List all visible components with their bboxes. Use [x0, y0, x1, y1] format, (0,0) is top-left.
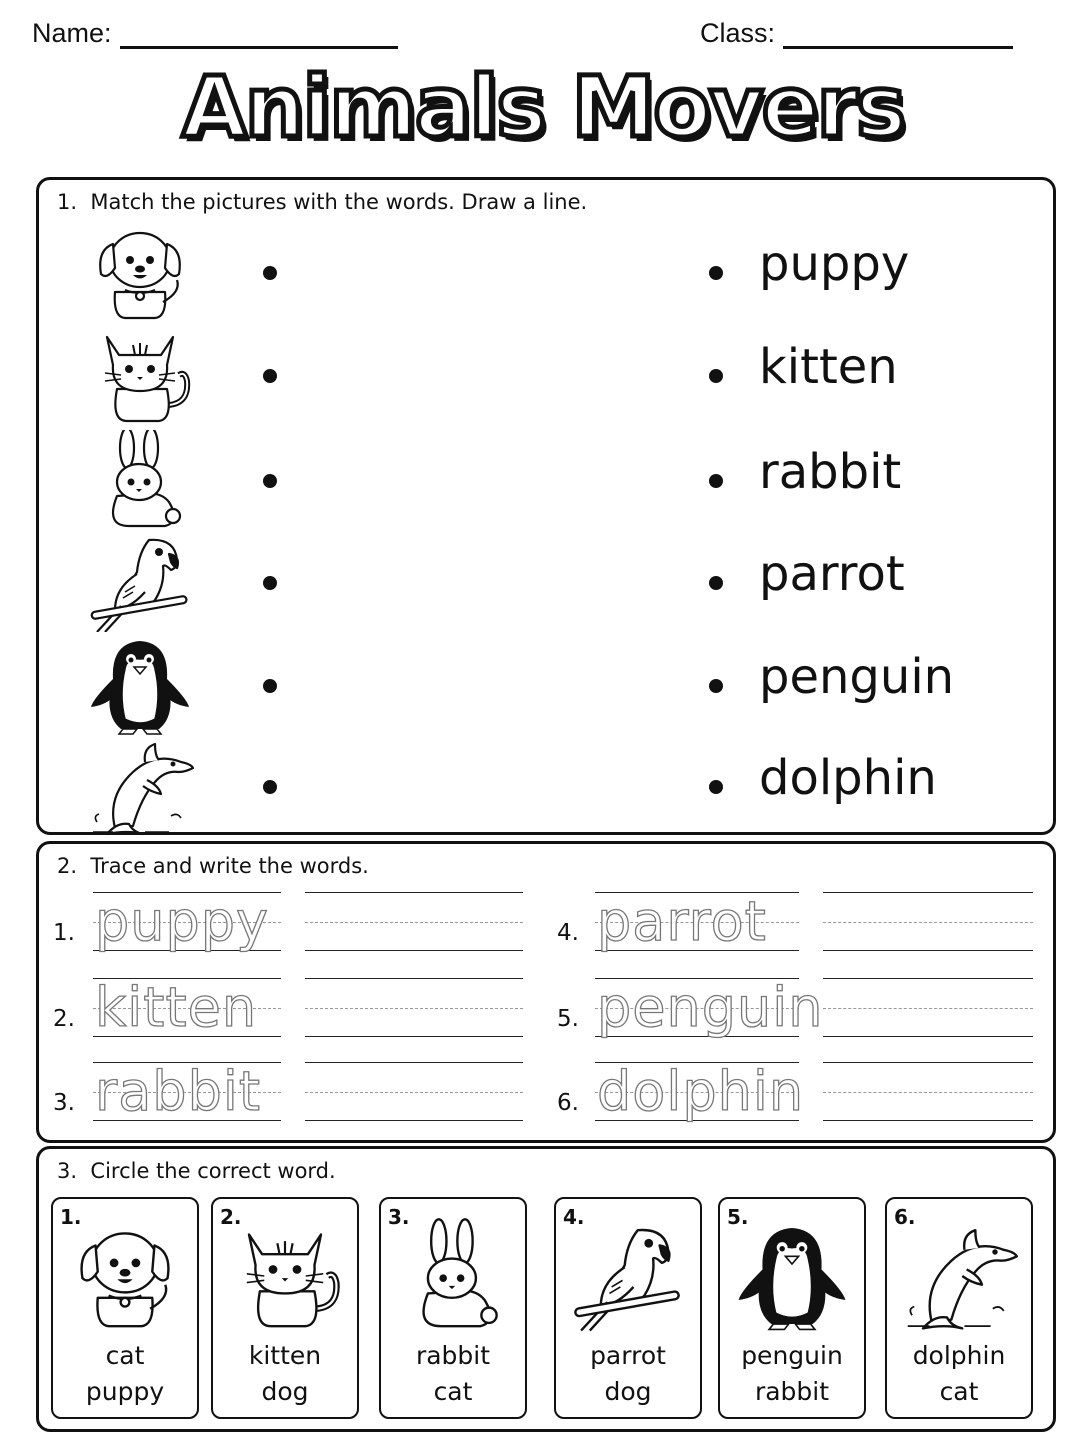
word-option[interactable]: cat [939, 1377, 979, 1406]
match-instruction: 1. Match the pictures with the words. Draw a line. [57, 190, 588, 214]
write-line[interactable] [305, 1062, 523, 1132]
match-dot-left[interactable] [263, 474, 277, 488]
card-number: 2. [220, 1205, 242, 1229]
trace-item [557, 1062, 1037, 1132]
picture-card [379, 1197, 527, 1419]
trace-section [36, 841, 1056, 1143]
card-number: 1. [60, 1205, 82, 1229]
puppy-picture [65, 1211, 185, 1341]
match-row [39, 736, 1053, 836]
picture-card [211, 1197, 359, 1419]
rabbit-picture [85, 430, 195, 530]
word-option[interactable]: dog [604, 1377, 652, 1406]
trace-item-number: 3. [53, 1090, 75, 1116]
trace-word: dolphin [597, 1060, 805, 1123]
match-row [39, 325, 1053, 425]
picture-card [718, 1197, 866, 1419]
kitten-picture [85, 325, 195, 425]
write-line[interactable] [823, 978, 1033, 1048]
trace-item-number: 4. [557, 920, 579, 946]
trace-guide[interactable] [93, 1062, 281, 1132]
parrot-picture [85, 532, 195, 632]
match-dot-right[interactable] [709, 780, 723, 794]
page-title: Animals Movers [181, 58, 905, 156]
trace-word: kitten [95, 976, 258, 1039]
match-dot-right[interactable] [709, 474, 723, 488]
name-label: Name: [32, 18, 112, 48]
card-number: 4. [563, 1205, 585, 1229]
card-number: 6. [894, 1205, 916, 1229]
word-option[interactable]: cat [433, 1377, 473, 1406]
write-line[interactable] [823, 892, 1033, 962]
match-row [39, 635, 1053, 735]
card-number: 5. [727, 1205, 749, 1229]
trace-item [557, 892, 1037, 962]
name-write-line[interactable] [120, 22, 398, 49]
trace-guide[interactable] [595, 976, 824, 1048]
match-dot-left[interactable] [263, 576, 277, 590]
penguin-picture [732, 1211, 852, 1341]
write-line[interactable] [305, 978, 523, 1048]
match-dot-right[interactable] [709, 266, 723, 280]
circle-section [36, 1146, 1056, 1432]
match-word: puppy [759, 236, 910, 292]
parrot-picture [568, 1211, 688, 1341]
word-option[interactable]: rabbit [415, 1341, 491, 1370]
trace-word: penguin [597, 976, 824, 1039]
dolphin-picture [899, 1211, 1019, 1341]
trace-item [53, 978, 533, 1048]
word-option[interactable]: dog [261, 1377, 309, 1406]
match-row [39, 222, 1053, 322]
trace-guide[interactable] [93, 892, 281, 962]
write-line[interactable] [305, 892, 523, 962]
match-word: kitten [759, 339, 898, 395]
match-dot-left[interactable] [263, 780, 277, 794]
penguin-picture [85, 635, 195, 735]
word-option[interactable]: dolphin [912, 1341, 1006, 1370]
dolphin-picture [85, 736, 195, 836]
word-option[interactable]: penguin [741, 1341, 843, 1370]
picture-card [885, 1197, 1033, 1419]
picture-card [51, 1197, 199, 1419]
rabbit-picture [393, 1211, 513, 1341]
match-dot-left[interactable] [263, 679, 277, 693]
trace-item [557, 978, 1037, 1048]
match-section [36, 177, 1056, 835]
trace-item [53, 892, 533, 962]
puppy-picture [85, 222, 195, 322]
trace-word: rabbit [95, 1060, 262, 1123]
name-field [32, 18, 398, 49]
card-number: 3. [388, 1205, 410, 1229]
trace-item [53, 1062, 533, 1132]
class-field [700, 18, 1013, 49]
kitten-picture [225, 1211, 345, 1341]
trace-guide[interactable] [595, 892, 799, 962]
match-row [39, 430, 1053, 530]
trace-item-number: 1. [53, 920, 75, 946]
match-dot-left[interactable] [263, 369, 277, 383]
class-write-line[interactable] [783, 22, 1013, 49]
trace-guide[interactable] [595, 1060, 805, 1132]
match-dot-left[interactable] [263, 266, 277, 280]
word-option[interactable]: rabbit [754, 1377, 830, 1406]
trace-guide[interactable] [93, 978, 281, 1048]
circle-instruction: 3. Circle the correct word. [57, 1159, 336, 1183]
word-option[interactable]: parrot [590, 1341, 666, 1370]
trace-word: parrot [597, 890, 767, 953]
trace-item-number: 2. [53, 1006, 75, 1032]
match-word: dolphin [759, 750, 937, 806]
word-option[interactable]: cat [105, 1341, 145, 1370]
match-word: penguin [759, 649, 955, 705]
match-word: rabbit [759, 444, 902, 500]
match-word: parrot [759, 546, 905, 602]
trace-word: puppy [95, 890, 270, 953]
write-line[interactable] [823, 1062, 1033, 1132]
match-row [39, 532, 1053, 632]
word-option[interactable]: puppy [85, 1377, 165, 1406]
match-dot-right[interactable] [709, 576, 723, 590]
match-dot-right[interactable] [709, 369, 723, 383]
picture-card [554, 1197, 702, 1419]
trace-item-number: 5. [557, 1006, 579, 1032]
trace-instruction: 2. Trace and write the words. [57, 854, 369, 878]
word-option[interactable]: kitten [248, 1341, 322, 1370]
class-label: Class: [700, 18, 776, 48]
trace-item-number: 6. [557, 1090, 579, 1116]
match-dot-right[interactable] [709, 679, 723, 693]
